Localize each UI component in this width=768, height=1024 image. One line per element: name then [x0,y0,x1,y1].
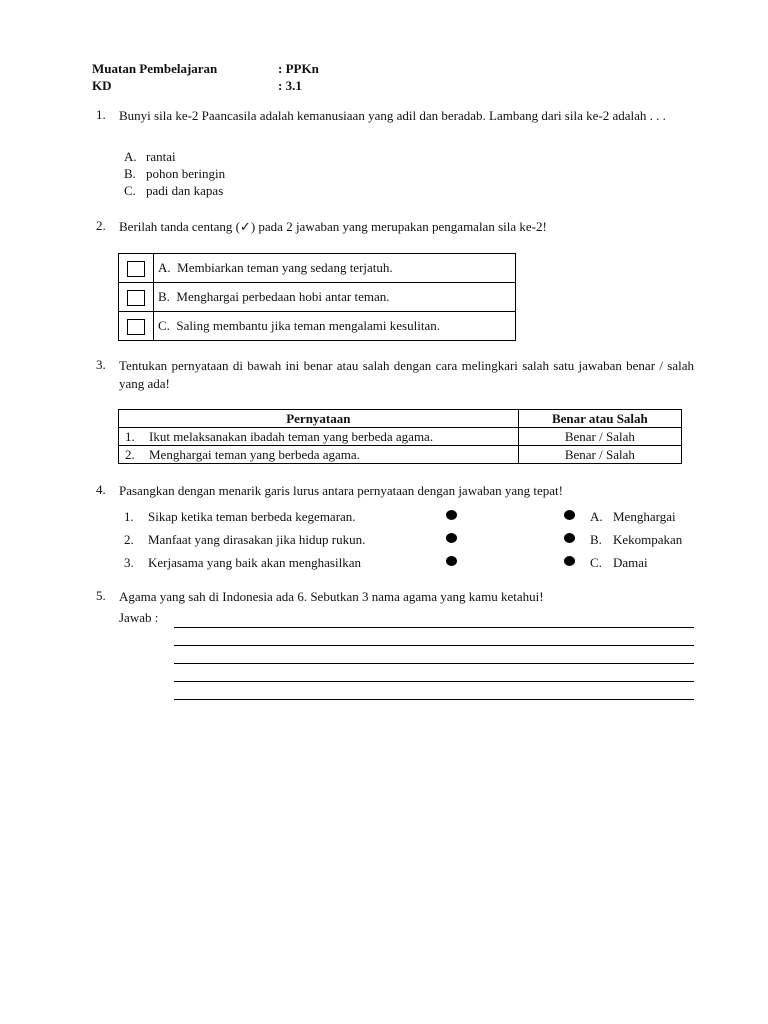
q4-text: Pasangkan dengan menarik garis lurus antara pernyataan dengan jawaban yang tepat! [119,483,563,498]
q1-option-b [124,165,225,182]
right-item-text: Menghargai [613,509,676,524]
q2-row-text: Membiarkan teman yang sedang terjatuh. [177,260,393,275]
table-row [119,446,682,464]
right-item-letter: C. [590,555,602,570]
left-item-text: Kerjasama yang baik akan menghasilkan [148,555,361,570]
q5-answer-label: Jawab : [119,610,159,625]
table-header-row [119,410,682,428]
table-row [119,312,516,341]
q2-row-letter: A. [158,260,171,275]
check-icon: ✓ [239,219,251,234]
q4-left-item-3 [124,554,361,571]
q2-checkbox-a[interactable] [127,261,145,277]
right-item-letter: A. [590,509,603,524]
subject-value: : PPKn [278,61,319,76]
q2-checkbox-b[interactable] [127,290,145,306]
answer-line-3[interactable] [174,663,694,664]
kd-label: KD [92,78,112,93]
q4-left-dot-2[interactable] [446,533,457,543]
q2-row-letter: C. [158,318,170,333]
q4-number: 4. [96,482,106,497]
q2-row-text: Menghargai perbedaan hobi antar teman. [176,289,390,304]
left-item-number: 1. [124,509,134,524]
left-item-number: 3. [124,555,134,570]
q2-text-after: ) pada 2 jawaban yang merupakan pengamalan sila ke-2! [250,219,547,234]
row-number: 2. [125,446,135,462]
q3-text: Tentukan pernyataan di bawah ini benar atau salah dengan cara melingkari salah satu jawaban benar / salah yang ada! [119,358,694,391]
column-header-answer: Benar atau Salah [518,410,681,428]
left-item-text: Sikap ketika teman berbeda kegemaran. [148,509,356,524]
subject-label: Muatan Pembelajaran [92,61,218,76]
answer-line-2[interactable] [174,645,694,646]
row-answer-choice[interactable]: Benar / Salah [518,428,681,446]
right-item-text: Damai [613,555,648,570]
q2-row-letter: B. [158,289,170,304]
q2-text-before: Berilah tanda centang ( [119,219,240,234]
q5-number: 5. [96,588,106,603]
row-answer-choice[interactable]: Benar / Salah [518,446,681,464]
right-item-letter: B. [590,532,602,547]
q4-left-item-2 [124,531,365,548]
column-header-statement: Pernyataan [119,410,519,428]
row-statement: Ikut melaksanakan ibadah teman yang berbeda agama. [149,428,434,444]
q1-option-letter: C. [124,183,136,198]
q4-left-dot-1[interactable] [446,510,457,520]
q2-checkbox-table [118,253,516,341]
q2-row-text: Saling membantu jika teman mengalami kesulitan. [176,318,440,333]
q1-option-text: pohon beringin [146,166,226,181]
answer-line-5[interactable] [174,699,694,700]
q4-right-dot-c[interactable] [564,556,575,566]
left-item-text: Manfaat yang dirasakan jika hidup rukun. [148,532,366,547]
q1-option-a [124,148,176,165]
q1-option-text: rantai [146,149,176,164]
answer-line-4[interactable] [174,681,694,682]
q4-left-item-1 [124,508,356,525]
q4-right-item-b [590,531,682,548]
q5-text: Agama yang sah di Indonesia ada 6. Sebutkan 3 nama agama yang kamu ketahui! [119,589,544,604]
kd-value: : 3.1 [278,78,302,93]
q2-checkbox-c[interactable] [127,319,145,335]
q1-option-text: padi dan kapas [146,183,224,198]
table-row [119,283,516,312]
left-item-number: 2. [124,532,134,547]
q4-right-dot-b[interactable] [564,533,575,543]
table-row [119,428,682,446]
q1-option-letter: A. [124,149,137,164]
q1-option-letter: B. [124,166,136,181]
right-item-text: Kekompakan [613,532,683,547]
table-row [119,254,516,283]
q3-statement-table [118,409,682,464]
row-number: 1. [125,428,135,444]
q1-number: 1. [96,107,106,122]
q2-number: 2. [96,218,106,233]
row-statement: Menghargai teman yang berbeda agama. [149,446,360,462]
q4-left-dot-3[interactable] [446,556,457,566]
q3-number: 3. [96,357,106,372]
q1-option-c [124,182,223,199]
q4-right-item-c [590,554,648,571]
q1-text: Bunyi sila ke-2 Paancasila adalah kemanusiaan yang adil dan beradab. Lambang dari sila ke-2 adalah . . . [119,108,666,123]
q4-right-item-a [590,508,676,525]
q2-text [119,218,694,236]
answer-line-1[interactable] [174,627,694,628]
q4-right-dot-a[interactable] [564,510,575,520]
